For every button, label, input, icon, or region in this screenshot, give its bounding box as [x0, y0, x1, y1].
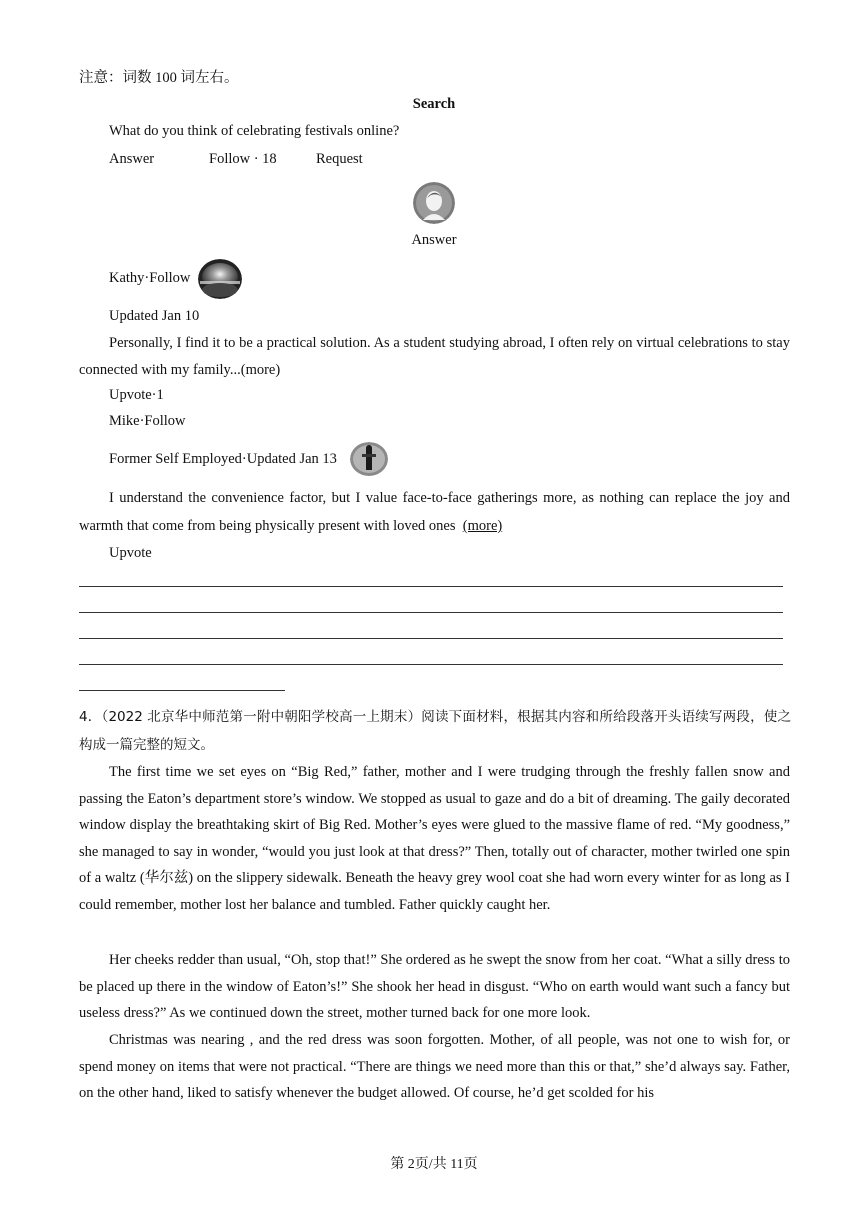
answer-text-mike-body: I understand the convenience factor, but I value face-to-face gatherings more, as nothing can replace the joy and warmth that come from being physically present with loved ones [79, 490, 790, 534]
upvote-button-mike[interactable]: Upvote [109, 545, 152, 561]
story-paragraph-1: The first time we set eyes on “Big Red,” father, mother and I were trudging through the freshly fallen snow and passing the Eaton’s department store’s window. We stopped as usual to gaze and do a bit of dreaming. The gaily decorated window display the breathtaking skirt of Big Red. Mother’s eyes were glued to the massive flame of red. “My goodness,” she managed to say in wonder, “would you just look at that dress?” Then, totally out of character, mother twirled one spin of a waltz (华尔兹) on the slippery sidewalk. Beneath the heavy grey wool coat she had worn every winter for as long as I could remember, mother lost her balance and tumbled. Father quickly caught her. [79, 764, 790, 913]
writing-line [79, 664, 783, 665]
answer-meta-kathy: Updated Jan 10 [109, 308, 200, 324]
page-number: 第 2页/共 11页 [390, 1157, 478, 1172]
story-paragraph-3: Christmas was nearing , and the red dress was soon forgotten. Mother, of all people, was not one to wish for, or spend money on items that were not practical. “There are things we need more than this or that,” she’d always say. Father, on the other hand, liked to satisfy whenever the budget allowed. Of course, he’d get scolded for his [79, 1032, 790, 1101]
answer-action[interactable]: Answer [109, 151, 155, 167]
answer-text-kathy: Personally, I find it to be a practical solution. As a student studying abroad, I often rely on virtual celebrations to stay connected with my family...(more) [79, 335, 790, 378]
writing-line [79, 612, 783, 613]
question-4-header: 4．（2022 北京华中师范第一附中朝阳学校高一上期末）阅读下面材料，根据其内容和所给段落开头语续写两段，使之构成一篇完整的短文。 [79, 709, 791, 753]
answer-meta-mike: Former Self Employed·Updated Jan 13 [109, 451, 337, 467]
profile-avatar-icon [413, 182, 455, 224]
request-action[interactable]: Request [316, 151, 363, 167]
follow-action[interactable]: Follow · 18 [209, 151, 277, 167]
story-paragraph-2: Her cheeks redder than usual, “Oh, stop that!” She ordered as he swept the snow from her coat. “What a silly dress to be placed up there in the window of Eaton’s!” She shook her head in disgust. “Who on earth would want such a fancy but useless dress?” As we continued down the street, mother turned back for one more look. [79, 952, 790, 1021]
mike-avatar-icon [350, 442, 388, 476]
more-link-mike[interactable]: (more) [462, 518, 503, 534]
answer-text-mike [79, 484, 790, 540]
question-title: What do you think of celebrating festivals online? [109, 123, 400, 139]
writing-line-short [79, 690, 285, 691]
answer-author-kathy[interactable]: Kathy·Follow [109, 270, 191, 286]
search-heading: Search [412, 96, 456, 112]
upvote-button-kathy[interactable]: Upvote·1 [109, 387, 164, 403]
writing-line [79, 638, 783, 639]
kathy-avatar-icon [198, 259, 242, 299]
word-count-note: 注意：词数 100 词左右。 [79, 70, 239, 86]
answer-author-mike[interactable]: Mike·Follow [109, 413, 186, 429]
writing-line [79, 586, 783, 587]
answer-label: Answer [411, 232, 457, 248]
